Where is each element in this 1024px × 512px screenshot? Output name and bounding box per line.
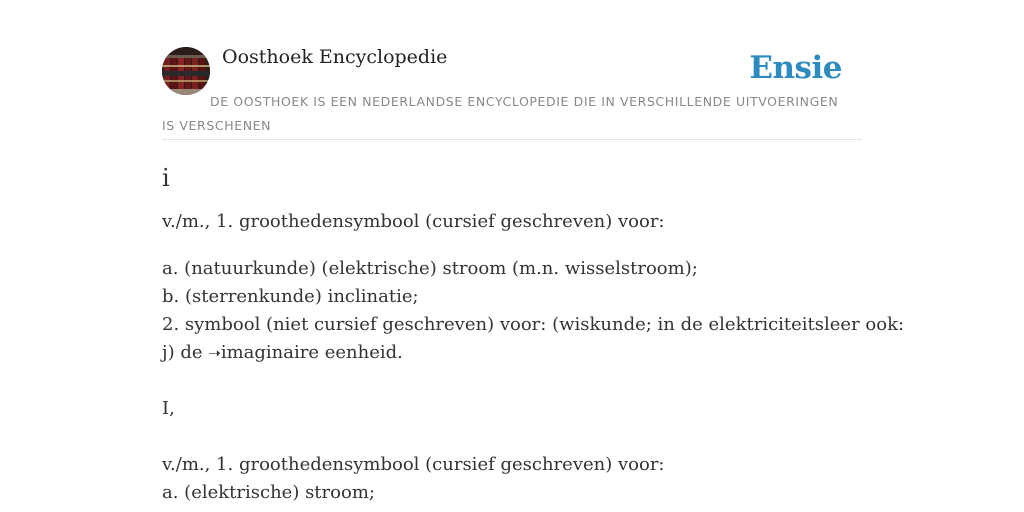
entry-intro: v./m., 1. groothedensymbool (cursief geschreven) voor:	[162, 211, 665, 232]
arrow-icon: ➝	[208, 344, 221, 362]
encyclopedia-books-icon[interactable]	[162, 47, 210, 95]
page-container	[162, 0, 905, 503]
entry-line-j	[162, 339, 862, 367]
entry-headword: i	[162, 164, 170, 192]
site-header	[162, 0, 862, 140]
link-text: imaginaire eenheid	[220, 342, 398, 363]
site-name[interactable]: Oosthoek Encyclopedie	[222, 46, 448, 68]
entry-line-2: 2. symbool (niet cursief geschreven) voor: (wiskunde; in de elektriciteitsleer ook:	[162, 314, 905, 335]
entry-line-a: a. (natuurkunde) (elektrische) stroom (m.n. wisselstroom);	[162, 258, 698, 279]
site-tagline: DE OOSTHOEK IS EEN NEDERLANDSE ENCYCLOPEDIE DIE IN VERSCHILLENDE UITVOERINGEN IS VERSCHENEN	[162, 94, 839, 133]
ensie-logo[interactable]: Ensie	[749, 50, 842, 86]
entry2-headword: I,	[162, 398, 175, 419]
entry2-line-a: a. (elektrische) stroom;	[162, 482, 375, 503]
entry2-intro: v./m., 1. groothedensymbool (cursief geschreven) voor:	[162, 454, 665, 475]
entry-content	[162, 160, 905, 507]
imaginaire-eenheid-link[interactable]	[208, 342, 397, 363]
entry-line-b: b. (sterrenkunde) inclinatie;	[162, 286, 419, 307]
entry-line-j-prefix: j) de	[162, 342, 209, 363]
entry-line-j-suffix: .	[397, 342, 403, 363]
